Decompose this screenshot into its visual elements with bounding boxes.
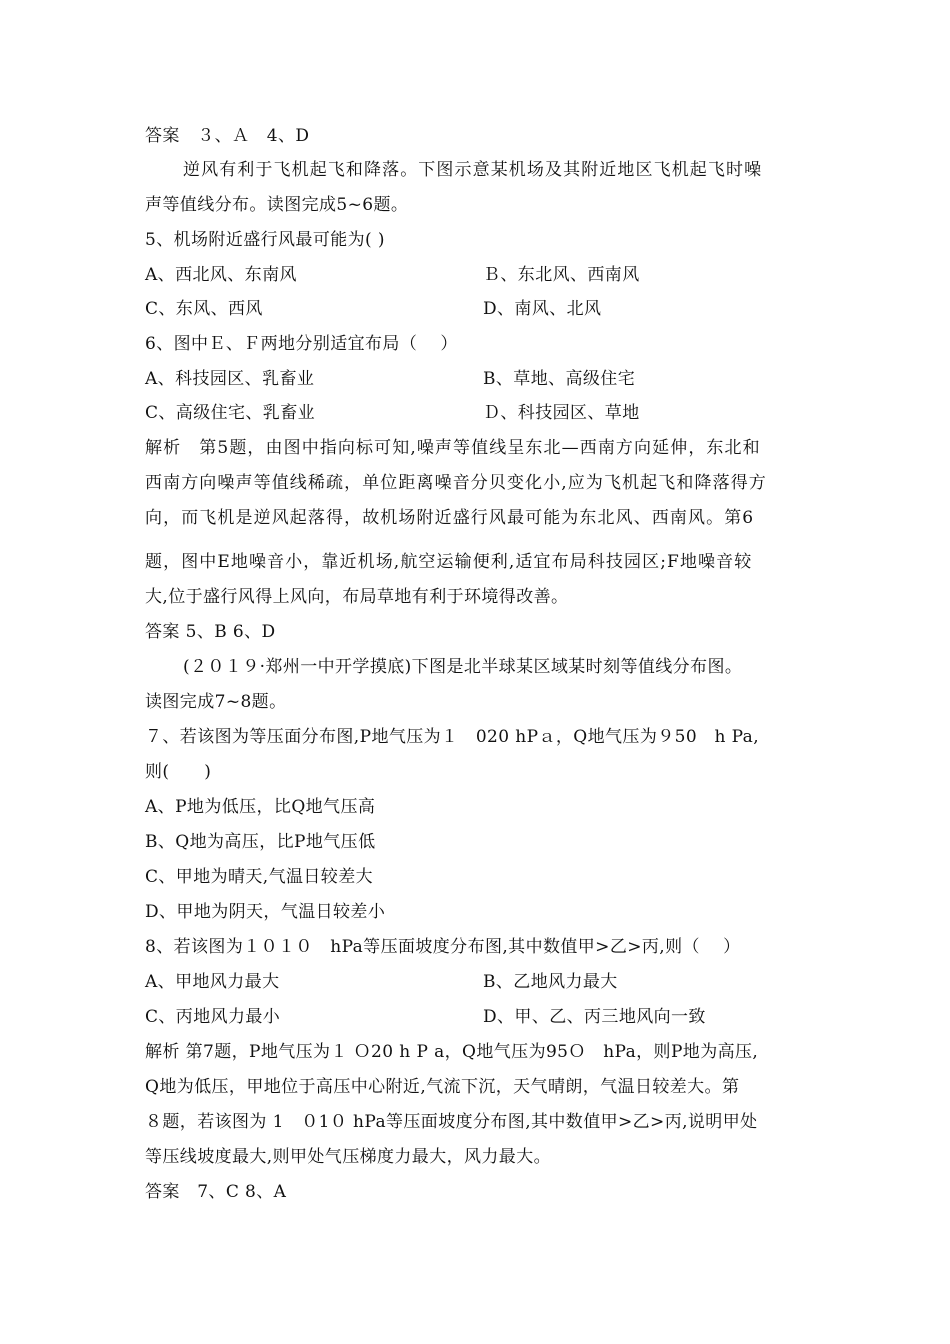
- answer-3-4: 答案 ３、Ａ 4、D: [145, 126, 310, 146]
- intro-5-6-line-1: 逆风有利于飞机起飞和降落。下图示意某机场及其附近地区飞机起飞时噪: [183, 160, 763, 180]
- q5-option-d: D、南风、北风: [483, 299, 602, 319]
- q5-option-b: Ｂ、东北风、西南风: [483, 265, 640, 285]
- analysis-7-8-line-4: 等压线坡度最大,则甲处气压梯度力最大，风力最大。: [145, 1147, 552, 1167]
- analysis-5-6-line-1: 解析 第5题，由图中指向标可知,噪声等值线呈东北—西南方向延伸，东北和: [145, 438, 761, 458]
- analysis-5-6-line-3: 向，而飞机是逆风起落得，故机场附近盛行风最可能为东北风、西南风。第6: [145, 508, 755, 528]
- answer-5-6: 答案 5、B 6、D: [145, 622, 276, 642]
- question-8: 8、若该图为１０１０ hPa等压面坡度分布图,其中数值甲>乙>丙,则（ ）: [145, 937, 741, 957]
- q7-option-c: C、甲地为晴天,气温日较差大: [145, 867, 374, 887]
- q8-option-a: A、甲地风力最大: [145, 972, 280, 992]
- intro-5-6-line-2: 声等值线分布。读图完成5~6题。: [145, 195, 409, 215]
- q7-option-a: A、P地为低压，比Q地气压高: [145, 797, 376, 817]
- question-7-line-2: 则( ): [145, 762, 212, 782]
- q8-option-d: D、甲、乙、丙三地风向一致: [483, 1007, 706, 1027]
- q7-option-d: D、甲地为阴天，气温日较差小: [145, 902, 386, 922]
- q7-option-b: B、Q地为高压，比P地气压低: [145, 832, 376, 852]
- q6-option-c: C、高级住宅、乳畜业: [145, 403, 316, 423]
- q6-option-a: A、科技园区、乳畜业: [145, 369, 315, 389]
- question-6: 6、图中Ｅ、Ｆ两地分别适宜布局（ ）: [145, 334, 458, 354]
- analysis-7-8-line-1: 解析 第7题，P地气压为１ Ｏ20 h P a，Q地气压为95Ｏ hPa，则P地为高压,: [145, 1042, 759, 1062]
- question-7-line-1: ７、若该图为等压面分布图,P地气压为１ 020 hPａ，Q地气压为９50 h Pa,: [145, 727, 760, 747]
- intro-7-8-line-1: (２０１９·郑州一中开学摸底)下图是北半球某区域某时刻等值线分布图。: [183, 657, 743, 677]
- q5-option-a: A、西北风、东南风: [145, 265, 297, 285]
- analysis-5-6-line-5: 大,位于盛行风得上风向，布局草地有利于环境得改善。: [145, 587, 569, 607]
- q6-option-d: Ｄ、科技园区、草地: [483, 403, 640, 423]
- question-5: 5、机场附近盛行风最可能为( ): [145, 230, 385, 250]
- analysis-7-8-line-3: ８题，若该图为 1 ０1０ hPa等压面坡度分布图,其中数值甲>乙>丙,说明甲处: [145, 1112, 758, 1132]
- q6-option-b: B、草地、高级住宅: [483, 369, 636, 389]
- intro-7-8-line-2: 读图完成7~8题。: [145, 692, 287, 712]
- q5-option-c: C、东风、西风: [145, 299, 263, 319]
- q8-option-c: C、丙地风力最小: [145, 1007, 281, 1027]
- analysis-5-6-line-4: 题，图中E地噪音小，靠近机场,航空运输便利,适宜布局科技园区;F地噪音较: [145, 552, 753, 572]
- analysis-7-8-line-2: Q地为低压，甲地位于高压中心附近,气流下沉，天气晴朗，气温日较差大。第: [145, 1077, 740, 1097]
- answer-7-8: 答案 7、C 8、A: [145, 1182, 287, 1202]
- analysis-5-6-line-2: 西南方向噪声等值线稀疏，单位距离噪音分贝变化小,应为飞机起飞和降落得方: [145, 473, 767, 493]
- q8-option-b: B、乙地风力最大: [483, 972, 618, 992]
